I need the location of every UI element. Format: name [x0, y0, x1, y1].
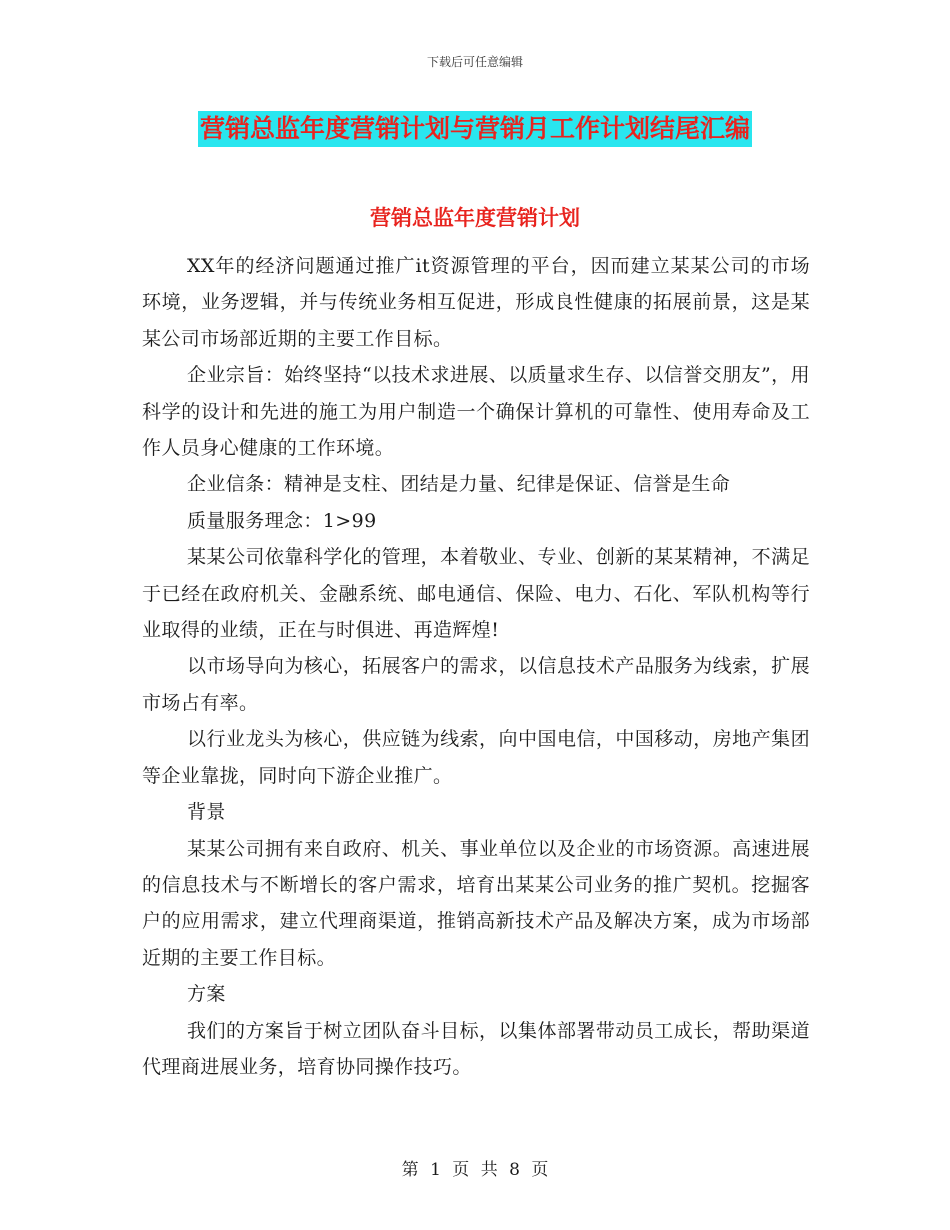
subheading-background: 背景: [187, 801, 226, 824]
subheading-plan: 方案: [187, 983, 226, 1006]
paragraph: 以市场导向为核心，拓展客户的需求，以信息技术产品服务为线索，扩展市场占有率。: [142, 655, 810, 714]
page-number-footer: 第 1 页 共 8 页: [401, 1160, 549, 1180]
paragraph: 以行业龙头为核心，供应链为线索，向中国电信，中国移动，房地产集团等企业靠拢，同时向下游企业推广。: [142, 728, 810, 787]
paragraph: 质量服务理念：1>99: [187, 509, 377, 532]
document-body: [142, 248, 810, 1085]
page-header: 下载后可任意编辑: [426, 55, 523, 69]
paragraph: 某某公司拥有来自政府、机关、事业单位以及企业的市场资源。高速进展的信息技术与不断增长的客户需求，培育出某某公司业务的推广契机。挖掘客户的应用需求，建立代理商渠道，推销高新技术产品及解决方案，成为市场部近期的主要工作目标。: [142, 837, 810, 969]
paragraph: 企业宗旨：始终坚持“以技术求进展、以质量求生存、以信誉交朋友”，用科学的设计和先进的施工为用户制造一个确保计算机的可靠性、使用寿命及工作人员身心健康的工作环境。: [142, 364, 810, 460]
paragraph: 企业信条：精神是支柱、团结是力量、纪律是保证、信誉是生命: [187, 473, 731, 496]
paragraph: 我们的方案旨于树立团队奋斗目标，以集体部署带动员工成长，帮助渠道代理商进展业务，培育协同操作技巧。: [142, 1019, 810, 1078]
document-title-container: [0, 111, 950, 147]
section-title: 营销总监年度营销计划: [370, 206, 580, 230]
document-title: 营销总监年度营销计划与营销月工作计划结尾汇编: [198, 111, 752, 147]
paragraph: 某某公司依靠科学化的管理，本着敬业、专业、创新的某某精神，不满足于已经在政府机关、金融系统、邮电通信、保险、电力、石化、军队机构等行业取得的业绩，正在与时俱进、再造辉煌!: [142, 546, 810, 642]
paragraph: XX年的经济问题通过推广it资源管理的平台，因而建立某某公司的市场环境，业务逻辑，并与传统业务相互促进，形成良性健康的拓展前景，这是某某公司市场部近期的主要工作目标。: [142, 255, 810, 350]
